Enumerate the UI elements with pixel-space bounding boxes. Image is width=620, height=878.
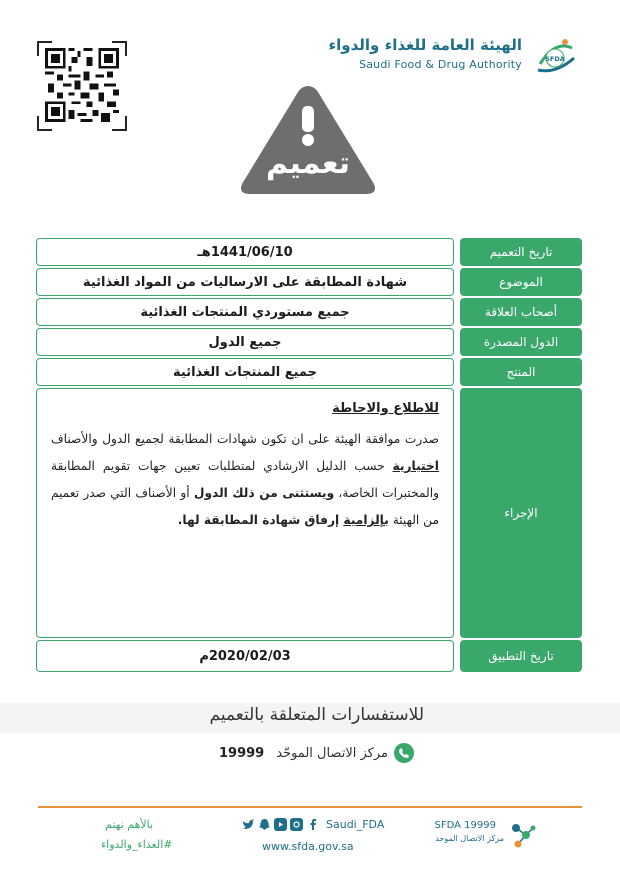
contact-center-label: مركز الاتصال الموحّد xyxy=(276,745,388,761)
field-label-action: الإجراء xyxy=(460,388,582,638)
social-links xyxy=(242,818,384,831)
field-label-countries: الدول المصدرة xyxy=(460,328,582,356)
sfda-logo xyxy=(328,34,578,80)
facebook-icon[interactable] xyxy=(306,818,319,831)
snapchat-icon[interactable] xyxy=(258,818,271,831)
field-value-countries: جميع الدول xyxy=(36,328,454,356)
action-text-mandatory: بإلزامية xyxy=(343,513,389,527)
field-row-countries xyxy=(36,328,582,356)
action-row xyxy=(36,388,582,638)
field-label-subject: الموضوع xyxy=(460,268,582,296)
field-value-date: 1441/06/10هـ xyxy=(36,238,454,266)
notice-word: تعميم xyxy=(265,146,351,181)
field-value-stakeholders: جميع مستوردي المنتجات الغذائية xyxy=(36,298,454,326)
action-text-part: أو الأصناف التي صدر تعميم من الهيئة xyxy=(51,486,439,527)
field-row-product xyxy=(36,358,582,386)
sfda-footer-line: SFDA 19999 xyxy=(434,820,496,831)
action-title: للاطلاع والاحاطة xyxy=(332,401,439,416)
action-text-part: صدرت موافقة الهيئة على ان تكون شهادات المطابقة لجميع الدول والأصناف xyxy=(51,432,439,446)
field-value-apply-date: 2020/02/03م xyxy=(36,640,454,672)
footer-divider xyxy=(38,806,582,808)
field-label-apply-date: تاريخ التطبيق xyxy=(460,640,582,672)
field-label-product: المنتج xyxy=(460,358,582,386)
field-row-date xyxy=(36,238,582,266)
field-label-stakeholders: أصحاب العلاقة xyxy=(460,298,582,326)
website-link[interactable]: www.sfda.gov.sa xyxy=(262,840,354,853)
action-text-part: إرفاق شهادة المطابقة لها. xyxy=(177,513,344,527)
sfda-footer-badge xyxy=(416,820,536,850)
qr-code[interactable] xyxy=(36,40,128,132)
instagram-icon[interactable] xyxy=(290,818,303,831)
contact-center-number[interactable]: 19999 xyxy=(219,745,265,761)
sfda-logo-mark-icon xyxy=(532,34,578,80)
logo-badge-text: SFDA xyxy=(545,55,565,63)
footer-slogan: بالأهم نهتم xyxy=(105,818,154,831)
field-row-stakeholders xyxy=(36,298,582,326)
phone-icon xyxy=(394,743,414,763)
action-text-optional: اختيارية xyxy=(392,459,439,473)
molecule-icon xyxy=(508,820,536,850)
action-content xyxy=(36,388,454,638)
field-value-subject: شهادة المطابقة على الارساليات من المواد الغذائية xyxy=(36,268,454,296)
org-name-ar: الهيئة العامة للغذاء والدواء xyxy=(328,36,522,54)
contact-center[interactable] xyxy=(219,743,414,763)
inquiry-title: للاستفسارات المتعلقة بالتعميم xyxy=(209,705,424,725)
social-handle[interactable]: Saudi_FDA xyxy=(326,818,385,831)
field-value-product: جميع المنتجات الغذائية xyxy=(36,358,454,386)
sfda-footer-sub: مركز الاتصال الموحد xyxy=(435,834,504,843)
org-name-en: Saudi Food & Drug Authority xyxy=(359,58,522,71)
action-text xyxy=(51,426,439,534)
field-row-apply-date xyxy=(36,640,582,672)
twitter-icon[interactable] xyxy=(242,818,255,831)
footer-hashtag: #الغذاء_والدواء xyxy=(101,838,173,851)
action-text-part: حسب الدليل الارشادي لمتطلبات تعيين جهات تقويم المطابقة والمختبرات الخاصة، xyxy=(51,459,439,500)
youtube-icon[interactable] xyxy=(274,818,287,831)
field-label-date: تاريخ التعميم xyxy=(460,238,582,266)
action-text-exception: ويستثنى من ذلك الدول xyxy=(193,486,335,500)
field-row-subject xyxy=(36,268,582,296)
